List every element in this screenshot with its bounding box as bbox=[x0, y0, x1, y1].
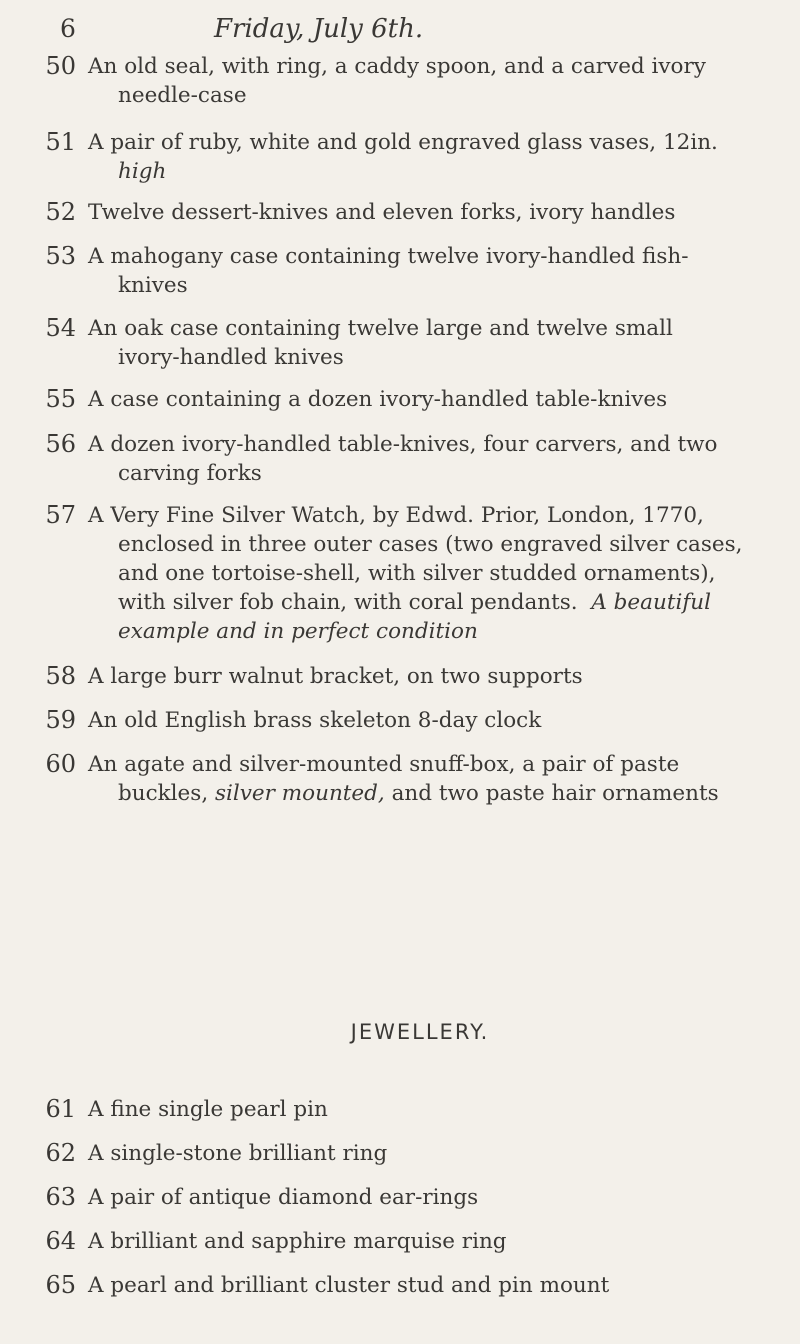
lot-line: enclosed in three outer cases (two engraved silver cases, bbox=[118, 532, 743, 557]
lot-description bbox=[88, 1271, 768, 1300]
lot-description bbox=[88, 662, 768, 691]
lot-line: A case containing a dozen ivory-handled table-knives bbox=[88, 387, 668, 412]
lot-number: 61 bbox=[45, 1095, 76, 1123]
lot-description bbox=[88, 128, 768, 186]
lot-line: A dozen ivory-handled table-knives, four carvers, and two bbox=[88, 432, 718, 457]
lot-number: 56 bbox=[45, 430, 76, 458]
lot-number: 59 bbox=[45, 706, 76, 734]
lot-line: A pair of ruby, white and gold engraved glass vases, 12in. bbox=[88, 130, 718, 155]
lot-number: 63 bbox=[45, 1183, 76, 1211]
lot-line: A Very Fine Silver Watch, by Edwd. Prior, London, 1770, bbox=[88, 503, 704, 528]
lot-line-italic: A beautiful bbox=[591, 590, 712, 615]
lot-description bbox=[88, 1183, 768, 1212]
lot-number: 51 bbox=[45, 128, 76, 156]
lot-number: 52 bbox=[45, 198, 76, 226]
lot-line: A pair of antique diamond ear-rings bbox=[88, 1185, 479, 1210]
lot-line-italic: silver mounted, bbox=[215, 781, 385, 806]
lot-line: An oak case containing twelve large and twelve small bbox=[88, 316, 673, 341]
lot-number: 50 bbox=[45, 52, 76, 80]
lot-line: carving forks bbox=[118, 461, 262, 486]
lot-line-text: with silver fob chain, with coral pendants. bbox=[118, 590, 578, 615]
lot-description bbox=[88, 314, 768, 372]
lot-description bbox=[88, 242, 768, 300]
lot-description bbox=[88, 385, 768, 414]
lot-description bbox=[88, 198, 768, 227]
lot-number: 62 bbox=[45, 1139, 76, 1167]
lot-number: 53 bbox=[45, 242, 76, 270]
lot-description bbox=[88, 501, 768, 646]
lot-description bbox=[88, 750, 768, 808]
lot-line: An old seal, with ring, a caddy spoon, and a carved ivory bbox=[88, 54, 706, 79]
lot-line: ivory-handled knives bbox=[118, 345, 344, 370]
lot-line: A brilliant and sapphire marquise ring bbox=[88, 1229, 507, 1254]
lot-line: and one tortoise-shell, with silver studded ornaments), bbox=[118, 561, 716, 586]
lot-number: 57 bbox=[45, 501, 76, 529]
lot-number: 54 bbox=[45, 314, 76, 342]
lot-description bbox=[88, 1095, 768, 1124]
lot-line: A single-stone brilliant ring bbox=[88, 1141, 388, 1166]
lot-line: An old English brass skeleton 8-day clock bbox=[88, 708, 542, 733]
lot-number: 65 bbox=[45, 1271, 76, 1299]
lot-line-text: buckles, bbox=[118, 781, 209, 806]
lot-line bbox=[88, 779, 768, 808]
lot-line: high bbox=[118, 159, 167, 184]
lot-number: 60 bbox=[45, 750, 76, 778]
lot-line: An agate and silver-mounted snuff-box, a pair of paste bbox=[88, 752, 680, 777]
section-title bbox=[0, 1020, 800, 1044]
lot-description bbox=[88, 1227, 768, 1256]
lot-line: A large burr walnut bracket, on two supports bbox=[88, 664, 583, 689]
lot-line: example and in perfect condition bbox=[118, 619, 478, 644]
lot-description bbox=[88, 1139, 768, 1168]
lot-line: needle-case bbox=[118, 83, 247, 108]
lot-description bbox=[88, 706, 768, 735]
lot-line bbox=[88, 588, 768, 617]
section-title-text: JEWELLERY. bbox=[350, 1020, 490, 1044]
lot-number: 55 bbox=[45, 385, 76, 413]
lot-line: A fine single pearl pin bbox=[88, 1097, 328, 1122]
page-number: 6 bbox=[60, 14, 76, 43]
lot-line: A pearl and brilliant cluster stud and pin mount bbox=[88, 1273, 610, 1298]
lot-line: A mahogany case containing twelve ivory-handled fish- bbox=[88, 244, 689, 269]
lot-number: 58 bbox=[45, 662, 76, 690]
lot-line-text: and two paste hair ornaments bbox=[391, 781, 719, 806]
page-header: Friday, July 6th. bbox=[214, 14, 424, 44]
lot-line: Twelve dessert-knives and eleven forks, ivory handles bbox=[88, 200, 676, 225]
lot-number: 64 bbox=[45, 1227, 76, 1255]
lot-line: knives bbox=[118, 273, 188, 298]
lot-description bbox=[88, 430, 768, 488]
lot-description bbox=[88, 52, 768, 110]
